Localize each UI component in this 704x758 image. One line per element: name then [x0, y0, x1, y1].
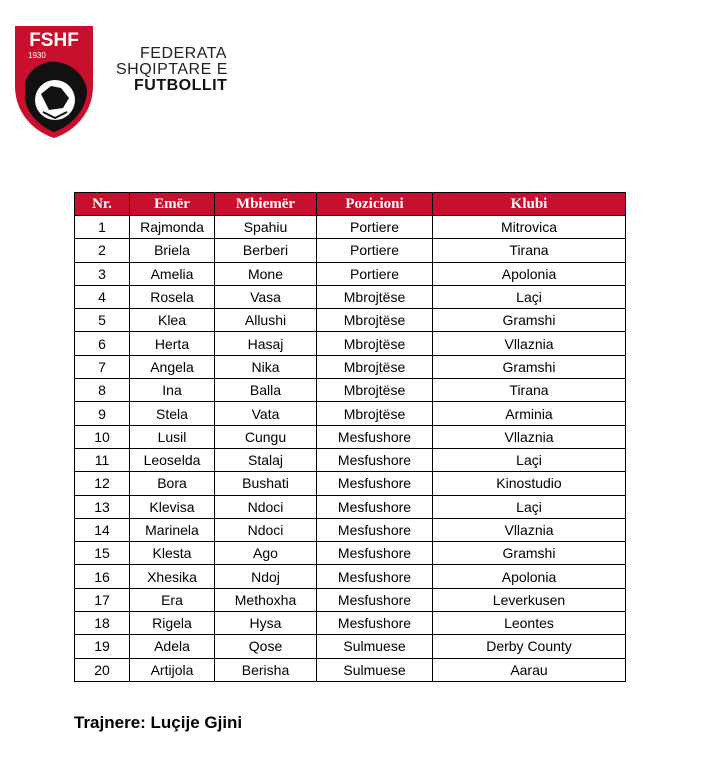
cell-position: Mesfushore	[317, 518, 433, 541]
cell-nr: 6	[75, 332, 130, 355]
cell-last-name: Vata	[215, 402, 317, 425]
cell-first-name: Stela	[130, 402, 215, 425]
cell-position: Portiere	[317, 239, 433, 262]
cell-first-name: Amelia	[130, 262, 215, 285]
table-row	[75, 262, 626, 285]
cell-last-name: Ndoci	[215, 518, 317, 541]
cell-nr: 19	[75, 635, 130, 658]
table-header-row	[75, 193, 626, 216]
cell-club: Gramshi	[433, 355, 626, 378]
table-row	[75, 542, 626, 565]
org-name-line2: SHQIPTARE E	[116, 61, 228, 78]
cell-nr: 4	[75, 285, 130, 308]
cell-position: Mesfushore	[317, 472, 433, 495]
col-header-klubi: Klubi	[433, 193, 626, 216]
cell-first-name: Ina	[130, 379, 215, 402]
cell-position: Mesfushore	[317, 495, 433, 518]
table-row	[75, 239, 626, 262]
cell-first-name: Leoselda	[130, 448, 215, 471]
cell-position: Mbrojtëse	[317, 379, 433, 402]
cell-last-name: Mone	[215, 262, 317, 285]
cell-nr: 1	[75, 216, 130, 239]
cell-position: Mesfushore	[317, 565, 433, 588]
cell-last-name: Bushati	[215, 472, 317, 495]
table-row	[75, 565, 626, 588]
table-row	[75, 495, 626, 518]
cell-first-name: Briela	[130, 239, 215, 262]
cell-nr: 2	[75, 239, 130, 262]
cell-position: Mesfushore	[317, 588, 433, 611]
svg-text:1930: 1930	[28, 51, 46, 60]
table-row	[75, 448, 626, 471]
cell-last-name: Stalaj	[215, 448, 317, 471]
table-row	[75, 309, 626, 332]
cell-first-name: Rosela	[130, 285, 215, 308]
cell-nr: 12	[75, 472, 130, 495]
cell-nr: 11	[75, 448, 130, 471]
cell-club: Tirana	[433, 239, 626, 262]
cell-position: Sulmuese	[317, 658, 433, 681]
table-row	[75, 216, 626, 239]
table-row	[75, 379, 626, 402]
fshf-logo	[13, 24, 95, 140]
cell-position: Mesfushore	[317, 425, 433, 448]
cell-position: Mesfushore	[317, 448, 433, 471]
cell-first-name: Herta	[130, 332, 215, 355]
cell-nr: 18	[75, 612, 130, 635]
cell-first-name: Bora	[130, 472, 215, 495]
cell-club: Kinostudio	[433, 472, 626, 495]
federation-name	[116, 46, 228, 94]
cell-last-name: Ndoj	[215, 565, 317, 588]
table-row	[75, 332, 626, 355]
org-name-line1: FEDERATA	[140, 45, 227, 62]
cell-first-name: Xhesika	[130, 565, 215, 588]
cell-position: Mbrojtëse	[317, 355, 433, 378]
table-row	[75, 472, 626, 495]
cell-nr: 8	[75, 379, 130, 402]
table-row	[75, 658, 626, 681]
cell-first-name: Klea	[130, 309, 215, 332]
table-row	[75, 425, 626, 448]
col-header-mbiemer: Mbiemër	[215, 193, 317, 216]
cell-club: Derby County	[433, 635, 626, 658]
cell-club: Gramshi	[433, 309, 626, 332]
cell-first-name: Adela	[130, 635, 215, 658]
cell-first-name: Klesta	[130, 542, 215, 565]
cell-club: Leontes	[433, 612, 626, 635]
cell-nr: 14	[75, 518, 130, 541]
cell-nr: 10	[75, 425, 130, 448]
col-header-nr: Nr.	[75, 193, 130, 216]
cell-nr: 9	[75, 402, 130, 425]
cell-nr: 3	[75, 262, 130, 285]
cell-last-name: Hasaj	[215, 332, 317, 355]
cell-last-name: Spahiu	[215, 216, 317, 239]
cell-club: Laçi	[433, 285, 626, 308]
cell-nr: 15	[75, 542, 130, 565]
cell-last-name: Berberi	[215, 239, 317, 262]
cell-last-name: Ago	[215, 542, 317, 565]
cell-last-name: Vasa	[215, 285, 317, 308]
cell-club: Aarau	[433, 658, 626, 681]
cell-position: Mesfushore	[317, 612, 433, 635]
cell-first-name: Era	[130, 588, 215, 611]
table-row	[75, 285, 626, 308]
cell-club: Laçi	[433, 495, 626, 518]
cell-club: Leverkusen	[433, 588, 626, 611]
cell-last-name: Nika	[215, 355, 317, 378]
cell-position: Portiere	[317, 262, 433, 285]
cell-club: Mitrovica	[433, 216, 626, 239]
org-name-line3: FUTBOLLIT	[134, 77, 228, 94]
cell-club: Apolonia	[433, 262, 626, 285]
table-row	[75, 635, 626, 658]
cell-nr: 7	[75, 355, 130, 378]
cell-position: Mesfushore	[317, 542, 433, 565]
cell-club: Apolonia	[433, 565, 626, 588]
cell-club: Arminia	[433, 402, 626, 425]
cell-last-name: Methoxha	[215, 588, 317, 611]
col-header-emer: Emër	[130, 193, 215, 216]
cell-club: Tirana	[433, 379, 626, 402]
col-header-pozicioni: Pozicioni	[317, 193, 433, 216]
svg-text:FSHF: FSHF	[29, 30, 79, 51]
cell-position: Mbrojtëse	[317, 332, 433, 355]
cell-nr: 16	[75, 565, 130, 588]
cell-last-name: Ndoci	[215, 495, 317, 518]
cell-first-name: Angela	[130, 355, 215, 378]
cell-last-name: Berisha	[215, 658, 317, 681]
cell-first-name: Artijola	[130, 658, 215, 681]
cell-nr: 5	[75, 309, 130, 332]
table-row	[75, 588, 626, 611]
cell-position: Mbrojtëse	[317, 285, 433, 308]
cell-nr: 13	[75, 495, 130, 518]
cell-club: Laçi	[433, 448, 626, 471]
table-row	[75, 402, 626, 425]
cell-last-name: Cungu	[215, 425, 317, 448]
cell-first-name: Klevisa	[130, 495, 215, 518]
cell-first-name: Rigela	[130, 612, 215, 635]
cell-last-name: Hysa	[215, 612, 317, 635]
table-row	[75, 612, 626, 635]
cell-nr: 20	[75, 658, 130, 681]
cell-last-name: Qose	[215, 635, 317, 658]
cell-club: Vllaznia	[433, 425, 626, 448]
table-row	[75, 355, 626, 378]
cell-first-name: Rajmonda	[130, 216, 215, 239]
cell-first-name: Marinela	[130, 518, 215, 541]
cell-position: Mbrojtëse	[317, 402, 433, 425]
cell-club: Vllaznia	[433, 518, 626, 541]
cell-club: Gramshi	[433, 542, 626, 565]
squad-table	[74, 192, 626, 682]
cell-last-name: Balla	[215, 379, 317, 402]
cell-nr: 17	[75, 588, 130, 611]
cell-club: Vllaznia	[433, 332, 626, 355]
table-row	[75, 518, 626, 541]
cell-last-name: Allushi	[215, 309, 317, 332]
cell-position: Sulmuese	[317, 635, 433, 658]
coach-line: Trajnere: Luçije Gjini	[74, 713, 243, 732]
cell-position: Mbrojtëse	[317, 309, 433, 332]
cell-position: Portiere	[317, 216, 433, 239]
cell-first-name: Lusil	[130, 425, 215, 448]
